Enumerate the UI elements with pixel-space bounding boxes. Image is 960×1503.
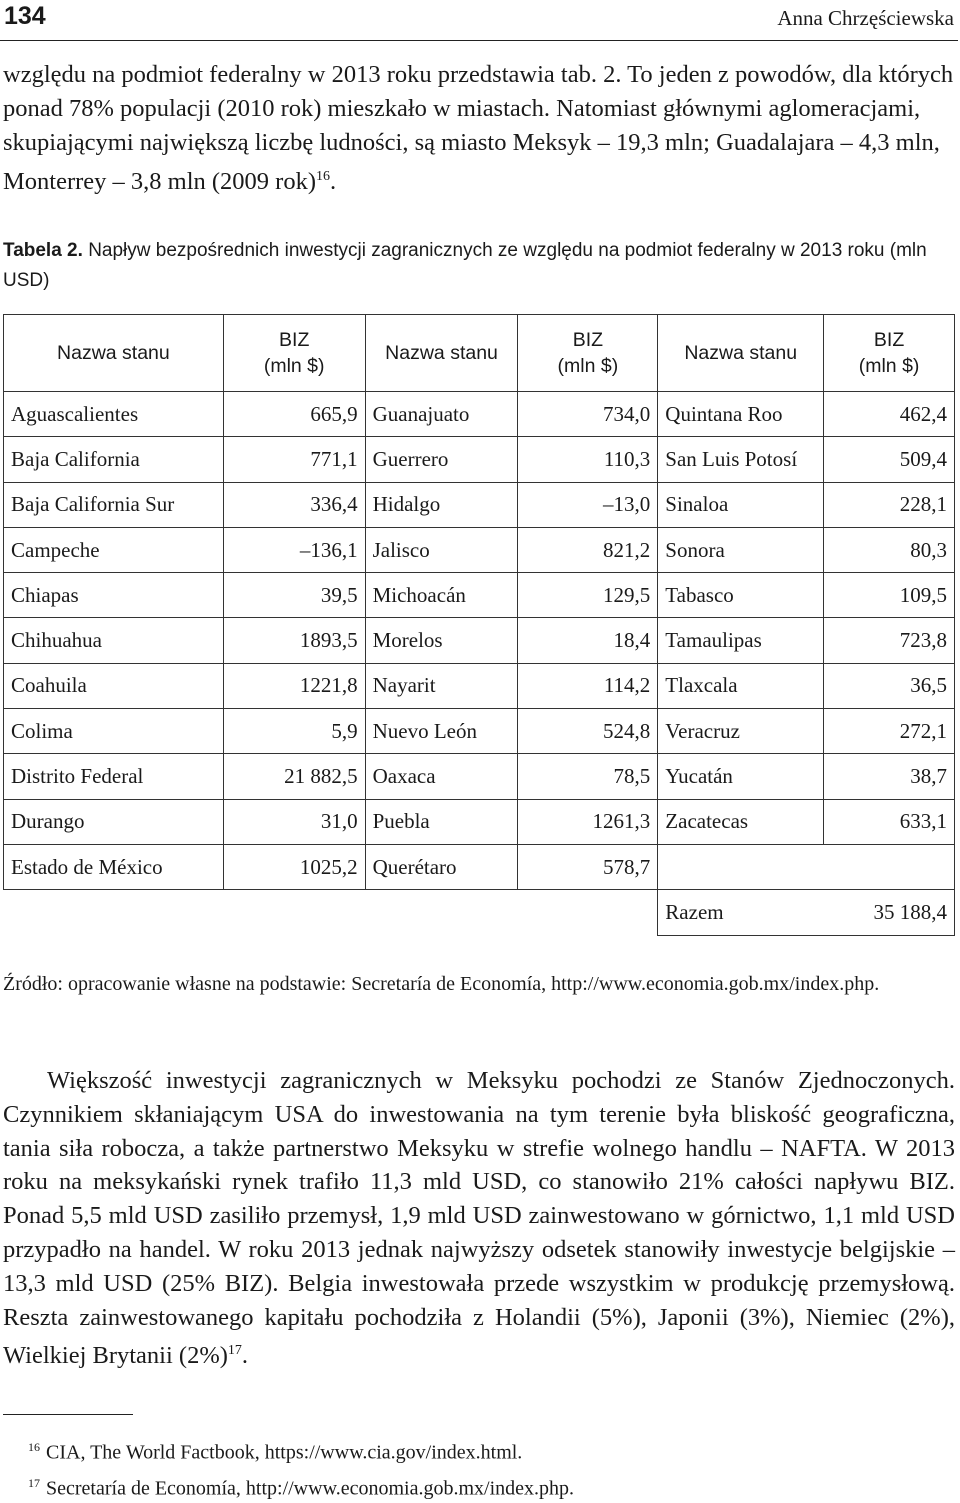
total-spacer [4,890,658,935]
state-name: Chiapas [4,573,224,618]
biz-value: 31,0 [223,799,365,844]
biz-value: 78,5 [518,754,658,799]
biz-value: 1261,3 [518,799,658,844]
table-row [4,709,955,754]
table-caption-text: Napływ bezpośrednich inwestycji zagranicznych ze względu na podmiot federalny w 2013 roku (mln USD) [3,240,927,291]
biz-value: 723,8 [824,618,955,663]
state-name: Guerrero [365,437,518,482]
table-row [4,799,955,844]
state-name: Michoacán [365,573,518,618]
header-biz-3: BIZ (mln $) [824,315,955,392]
footnotes [28,1432,575,1503]
body-paragraph [3,1064,955,1373]
footnote-divider [3,1414,133,1415]
table-caption [3,236,955,296]
body-end: . [241,1342,249,1370]
table-row [4,392,955,437]
running-head-author: Anna Chrzęściewska [777,6,954,30]
page-header [0,0,958,41]
intro-end: . [330,168,337,196]
state-name: Tamaulipas [658,618,824,663]
table-row [4,527,955,572]
state-name: Zacatecas [658,799,824,844]
biz-value: 524,8 [518,709,658,754]
page-number: 134 [4,2,46,30]
state-name: Tlaxcala [658,663,824,708]
header-name-1: Nazwa stanu [4,315,224,392]
biz-value: 1221,8 [223,663,365,708]
footnote-ref-16[interactable]: 16 [316,169,330,184]
state-name: Nayarit [365,663,518,708]
state-name: Hidalgo [365,482,518,527]
state-name: Oaxaca [365,754,518,799]
footnote-16 [28,1432,574,1468]
biz-value: 509,4 [824,437,955,482]
biz-value: 1025,2 [223,844,365,889]
header-name-2: Nazwa stanu [365,315,518,392]
state-name: Durango [4,799,224,844]
state-name: Jalisco [365,527,518,572]
state-name: Quintana Roo [658,392,824,437]
total-label: Razem [658,890,824,935]
state-name: Morelos [365,618,518,663]
footnote-text: CIA, The World Factbook, https://www.cia.gov/index.html. [46,1441,523,1464]
state-name: Querétaro [365,844,518,889]
biz-value: –136,1 [223,527,365,572]
header-name-3: Nazwa stanu [658,315,824,392]
biz-value: 80,3 [824,527,955,572]
state-name: Distrito Federal [4,754,224,799]
biz-value: 129,5 [518,573,658,618]
state-name: Aguascalientes [4,392,224,437]
biz-value: 1893,5 [223,618,365,663]
biz-value: 109,5 [824,573,955,618]
table-row [4,663,955,708]
state-name: Campeche [4,527,224,572]
empty-cell [658,844,955,889]
biz-value: 633,1 [824,799,955,844]
state-name: Sonora [658,527,824,572]
biz-value: –13,0 [518,482,658,527]
table-header-row [4,315,955,392]
biz-value: 272,1 [824,709,955,754]
state-name: Baja California [4,437,224,482]
state-name: Baja California Sur [4,482,224,527]
state-name: Colima [4,709,224,754]
table-row [4,573,955,618]
footnote-17 [28,1468,575,1503]
intro-paragraph [3,58,955,199]
table-row [4,482,955,527]
biz-value: 578,7 [518,844,658,889]
table-label: Tabela 2. [3,240,83,261]
biz-value: 771,1 [223,437,365,482]
footnote-number: 16 [28,1440,40,1454]
state-name: San Luis Potosí [658,437,824,482]
biz-value: 5,9 [223,709,365,754]
biz-value: 21 882,5 [223,754,365,799]
biz-value: 18,4 [518,618,658,663]
biz-value: 228,1 [824,482,955,527]
intro-text: względu na podmiot federalny w 2013 roku przedstawia tab. 2. To jeden z powodów, dla których ponad 78% populacji (2010 rok) mieszkało w miastach. Natomiast głównymi aglomeracjami, skupiającymi największą liczbę ludności, są miasto Meksyk – 19,3 mln; Guadalajara – 4,3 mln, Monterrey – 3,8 mln (2009 rok) [3,61,954,196]
biz-value: 38,7 [824,754,955,799]
total-value: 35 188,4 [824,890,955,935]
biz-value: 665,9 [223,392,365,437]
footnote-ref-17[interactable]: 17 [227,1343,242,1359]
state-name: Nuevo León [365,709,518,754]
biz-value: 734,0 [518,392,658,437]
biz-value: 36,5 [824,663,955,708]
header-biz-1: BIZ (mln $) [223,315,365,392]
biz-value: 114,2 [518,663,658,708]
state-name: Sinaloa [658,482,824,527]
biz-value: 110,3 [518,437,658,482]
state-name: Coahuila [4,663,224,708]
table-row [4,437,955,482]
state-name: Guanajuato [365,392,518,437]
header-biz-2: BIZ (mln $) [518,315,658,392]
state-name: Chihuahua [4,618,224,663]
state-name: Tabasco [658,573,824,618]
biz-value: 462,4 [824,392,955,437]
state-name: Veracruz [658,709,824,754]
table-source: Źródło: opracowanie własne na podstawie: Secretaría de Economía, http://www.economia.gob.mx/index.php. [3,973,880,995]
biz-value: 336,4 [223,482,365,527]
state-name: Yucatán [658,754,824,799]
total-row [4,890,955,935]
biz-value: 39,5 [223,573,365,618]
table-row [4,844,955,889]
body-text: Większość inwestycji zagranicznych w Meksyku pochodzi ze Stanów Zjednoczonych. Czynnikiem skłaniającym USA do inwestowania na tym terenie była bliskość geograficzna, tania siła robocza, a także partnerstwo Meksyku w strefie wolnego handlu – NAFTA. W 2013 roku na meksykański rynek trafiło 11,3 mld USD, co stanowiło 21% całości napływu BIZ. Ponad 5,5 mld USD zasiliło przemysł, 1,9 mld USD zainwestowano w górnictwo, 1,1 mld USD przypadło na handel. W roku 2013 jednak najwyższy odsetek stanowiły inwestycje belgijskie – 13,3 mld USD (25% BIZ). Belgia inwestowała przede wszystkim w produkcję przemysłową. Reszta zainwestowanego kapitału pochodziła z Holandii (5%), Japonii (3%), Niemiec (2%), Wielkiej Brytanii (2%) [3,1067,955,1370]
biz-table [3,314,955,936]
footnote-number: 17 [28,1475,40,1490]
biz-value: 821,2 [518,527,658,572]
table-row [4,618,955,663]
footnote-text: Secretaría de Economía, http://www.economia.gob.mx/index.php. [46,1477,575,1500]
table-row [4,754,955,799]
state-name: Estado de México [4,844,224,889]
state-name: Puebla [365,799,518,844]
